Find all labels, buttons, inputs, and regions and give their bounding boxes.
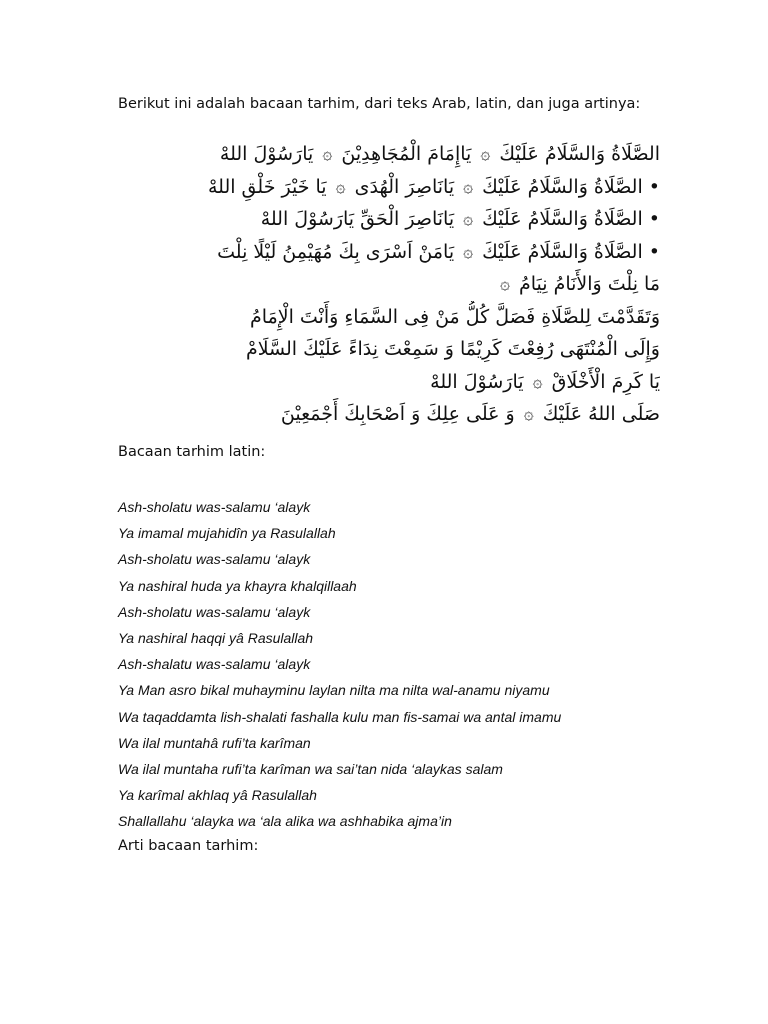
arabic-phrase: يَانَاصِرَ الْهُدَى <box>354 175 455 198</box>
rub-el-hizb-icon: ۞ <box>499 274 510 295</box>
intro-text: Berikut ini adalah bacaan tarhim, dari teks Arab, latin, dan juga artinya: <box>118 96 641 112</box>
arabic-line <box>112 366 660 399</box>
arabic-line <box>112 268 660 301</box>
latin-line: Wa ilal muntahâ rufi’ta karîman <box>118 734 311 751</box>
arabic-line <box>112 138 660 171</box>
rub-el-hizb-icon: ۞ <box>322 144 333 165</box>
rub-el-hizb-icon: ۞ <box>463 209 474 230</box>
latin-line: Ya Man asro bikal muhayminu laylan nilta ma nilta wal-anamu niyamu <box>118 682 550 699</box>
arabic-line <box>112 398 660 432</box>
arabic-line <box>112 236 660 269</box>
latin-line: Ash-sholatu was-salamu ‘alayk <box>118 603 311 620</box>
arabic-phrase: صَلَى اللهُ عَلَيْكَ <box>542 403 660 425</box>
latin-line: Ash-shalatu was-salamu ‘alayk <box>118 656 311 673</box>
latin-line: Wa ilal muntaha rufi’ta karîman wa sai’tan nida ‘alaykas salam <box>118 760 503 777</box>
arabic-phrase: يَارَسُوْلَ اللهْ <box>219 143 314 165</box>
latin-line: Ya nashiral haqqi yâ Rasulallah <box>118 629 314 646</box>
arabic-phrase: وَتَقَدَّمْتَ لِلصَّلَاةِ فَصَلَّ كُلُّ مَنْ فِى السَّمَاءِ وَأَنْتَ الْإِمَامُ <box>250 305 660 328</box>
arabic-line <box>112 301 660 334</box>
arabic-text-block <box>112 138 660 432</box>
rub-el-hizb-icon: ۞ <box>463 176 474 197</box>
arabic-phrase: • الصَّلَاةُ وَالسَّلَامُ عَلَيْكَ <box>482 208 660 230</box>
arti-heading: Arti bacaan tarhim: <box>118 838 259 854</box>
arabic-phrase: يَا خَيْرَ خَلْقِ اللهْ <box>207 175 327 198</box>
latin-text-block <box>118 494 678 834</box>
rub-el-hizb-icon: ۞ <box>523 404 534 425</box>
rub-el-hizb-icon: ۞ <box>463 241 474 262</box>
arabic-phrase: الصَّلَاةُ وَالسَّلَامُ عَلَيْكَ <box>499 143 660 165</box>
latin-heading: Bacaan tarhim latin: <box>118 444 266 460</box>
latin-line: Ash-sholatu was-salamu ‘alayk <box>118 551 311 568</box>
arabic-phrase: يَاإِمَامَ الْمُجَاهِدِيْنَ <box>341 143 472 165</box>
arabic-phrase: يَارَسُوْلَ اللهْ <box>430 370 524 393</box>
arabic-line <box>112 171 660 204</box>
latin-line: Ya nashiral huda ya khayra khalqillaah <box>118 577 357 594</box>
arabic-phrase: يَا كَرِمَ الْأَخْلَاقْ <box>551 370 660 393</box>
arabic-phrase: • الصَّلَاةُ وَالسَّلَامُ عَلَيْكَ <box>482 175 660 198</box>
rub-el-hizb-icon: ۞ <box>335 176 346 197</box>
arabic-phrase: وَ عَلَى عِلِكَ وَ اَصْحَابِكَ أَجْمَعِيْنَ <box>280 403 515 425</box>
latin-line: Ya karîmal akhlaq yâ Rasulallah <box>118 787 317 804</box>
arabic-line <box>112 203 660 236</box>
rub-el-hizb-icon: ۞ <box>532 371 543 392</box>
latin-line: Shallallahu ‘alayka wa ‘ala alika wa ashhabika ajma’in <box>118 813 452 830</box>
arabic-phrase: يَامَنْ اَسْرَى بِكَ مُهَيْمِنُ لَيْلًا نِلْتَ <box>217 240 455 263</box>
arabic-line <box>112 333 660 366</box>
arabic-phrase: يَانَاصِرَ الْحَقِّ يَارَسُوْلَ اللهْ <box>260 208 455 230</box>
rub-el-hizb-icon: ۞ <box>480 144 491 165</box>
arabic-phrase: • الصَّلَاةُ وَالسَّلَامُ عَلَيْكَ <box>482 240 660 263</box>
arabic-phrase: وَإِلَى الْمُنْتَهَى رُفِعْتَ كَرِيْمًا وَ سَمِعْتَ نِدَاءً عَلَيْكَ السَّلَامْ <box>245 338 660 360</box>
latin-line: Ya imamal mujahidîn ya Rasulallah <box>118 525 336 542</box>
arabic-phrase: مَا نِلْتَ وَالأَنَامُ نِيَامُ <box>518 273 660 295</box>
latin-line: Wa taqaddamta lish-shalati fashalla kulu man fis-samai wa antal imamu <box>118 708 562 725</box>
latin-line: Ash-sholatu was-salamu ‘alayk <box>118 499 311 515</box>
